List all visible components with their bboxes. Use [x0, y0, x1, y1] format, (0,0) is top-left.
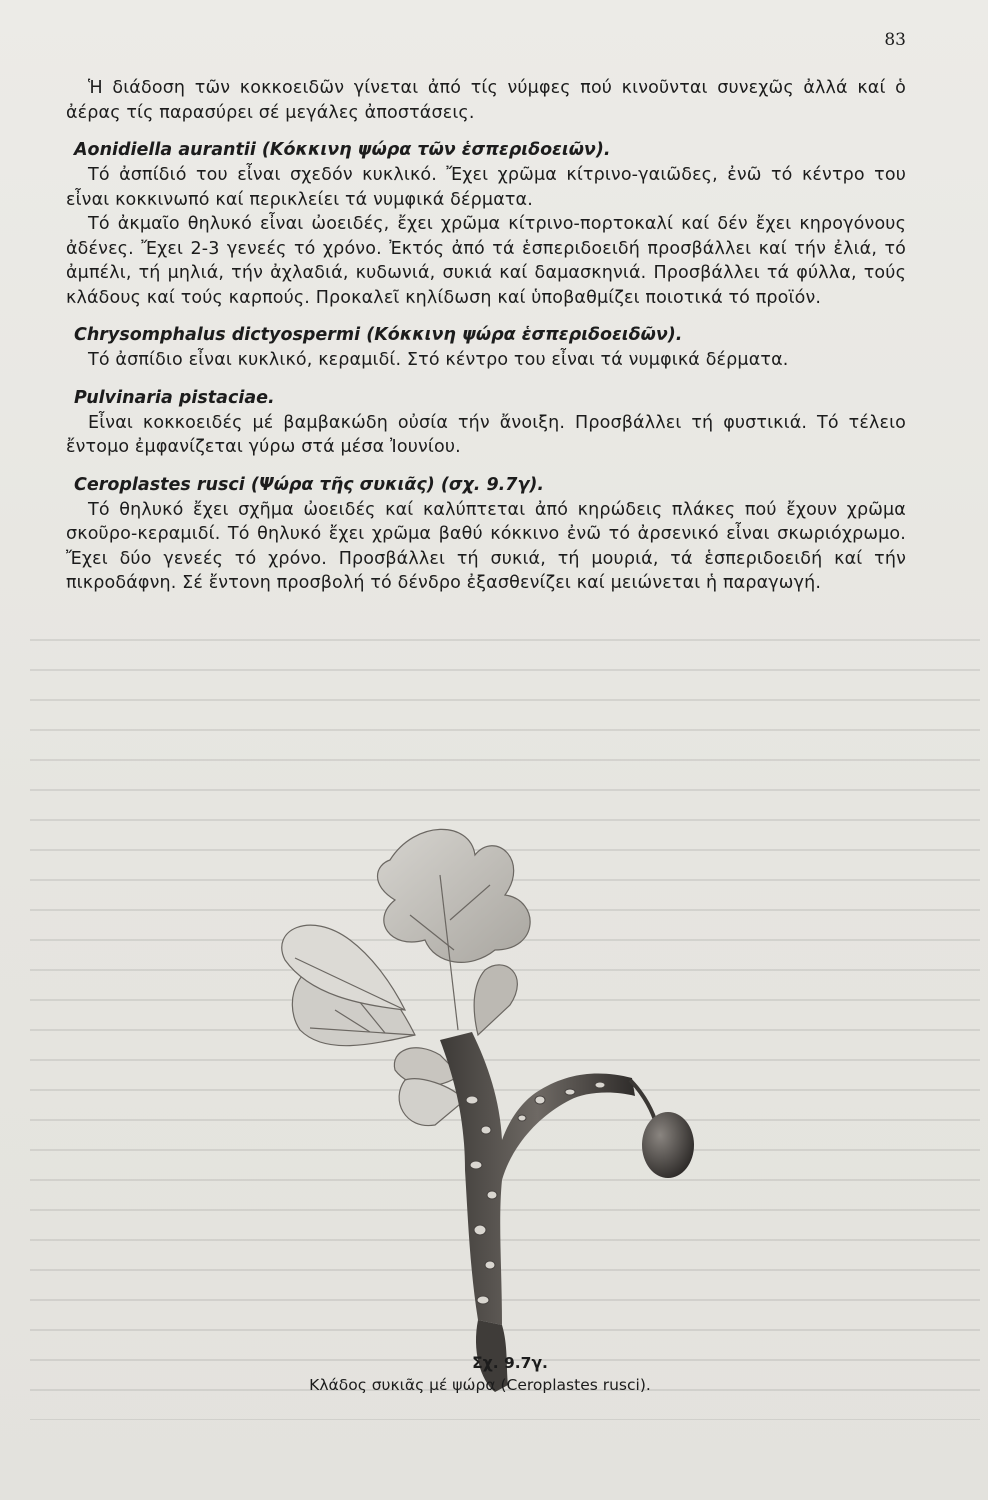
body-text	[66, 76, 906, 596]
paragraph-pulvinaria: Εἶναι κοκκοειδές μέ βαμβακώδη οὐσία τήν ἄνοιξη. Προσβάλλει τή φυστικιά. Τό τέλειο ἔντομο ἐμφανίζεται γύρω στά μέσα Ἰουνίου.	[66, 412, 906, 457]
section-heading-pulvinaria: Pulvinaria pistaciae.	[74, 387, 275, 408]
paragraph-chrysomphalus: Τό ἀσπίδιο εἶναι κυκλικό, κεραμιδί. Στό κέντρο του εἶναι τά νυμφικά δέρματα.	[88, 350, 789, 370]
fig-branch-illustration	[240, 800, 740, 1400]
leaf-cluster	[282, 829, 530, 1125]
branch	[440, 1032, 655, 1392]
section-heading-aonidiella: Aonidiella aurantii (Κόκκινη ψώρα τῶν ἑσπεριδοειῶν).	[74, 140, 611, 160]
figure-number: Σχ. 9.7γ.	[472, 1354, 548, 1372]
section-heading-chrysomphalus: Chrysomphalus dictyospermi (Κόκκινη ψώρα ἑσπεριδοειδῶν).	[74, 325, 683, 345]
figure-caption-text: Κλάδος συκιᾶς μέ ψώρα (Ceroplastes rusci).	[309, 1376, 651, 1394]
paragraph-aonidiella-1: Τό ἀσπίδιό του εἶναι σχεδόν κυκλικό. Ἔχει χρῶμα κίτρινο-γαιῶδες, ἐνῶ τό κέντρο του εἶναι κοκκινωπό καί περικλείει τά νυμφικά δέρματα.	[66, 165, 906, 210]
paragraph-ceroplastes: Τό θηλυκό ἔχει σχῆμα ὠοειδές καί καλύπτεται ἀπό κηρώδεις πλάκες πού ἔχουν χρῶμα σκοῦρο-κεραμιδί. Τό θηλυκό ἔχει χρῶμα βαθύ κόκκινο ἐνῶ τό ἀρσενικό εἶναι σκωριόχρωμο. Ἔχει δύο γενεές τό χρόνο. Προσβάλλει τή συκιά, τή μουριά, τά ἑσπεριδοειδή καί τήν πικροδάφνη. Σέ ἔντονη προσβολή τό δένδρο ἐξασθενίζει καί μειώνεται ἡ παραγωγή.	[66, 499, 906, 593]
figure-caption	[200, 1352, 760, 1396]
section-heading-ceroplastes: Ceroplastes rusci (Ψώρα τῆς συκιᾶς) (σχ. 9.7γ).	[74, 474, 545, 495]
paragraph-aonidiella-2: Τό ἀκμαῖο θηλυκό εἶναι ὠοειδές, ἔχει χρῶμα κίτρινο-πορτοκαλί καί δέν ἔχει κηρογόνους ἀδένες. Ἔχει 2-3 γενεές τό χρόνο. Ἐκτός ἀπό τά ἑσπεριδοειδή προσβάλλει καί τήν ἐλιά, τό ἀμπέλι, τή μηλιά, τήν ἀχλαδιά, κυδωνιά, συκιά καί δαμασκηνιά. Προσβάλλει τά φύλλα, τούς κλάδους καί τούς καρπούς. Προκαλεῖ κηλίδωση καί ὑποβαθμίζει ποιοτικά τό προϊόν.	[66, 214, 906, 308]
intro-paragraph: Ἡ διάδοση τῶν κοκκοειδῶν γίνεται ἀπό τίς νύμφες πού κινοῦνται συνεχῶς ἀλλά καί ὁ ἀέρας τίς παρασύρει σέ μεγάλες ἀποστάσεις.	[66, 78, 906, 123]
fig-fruit	[642, 1112, 694, 1178]
page-number: 83	[884, 30, 906, 50]
